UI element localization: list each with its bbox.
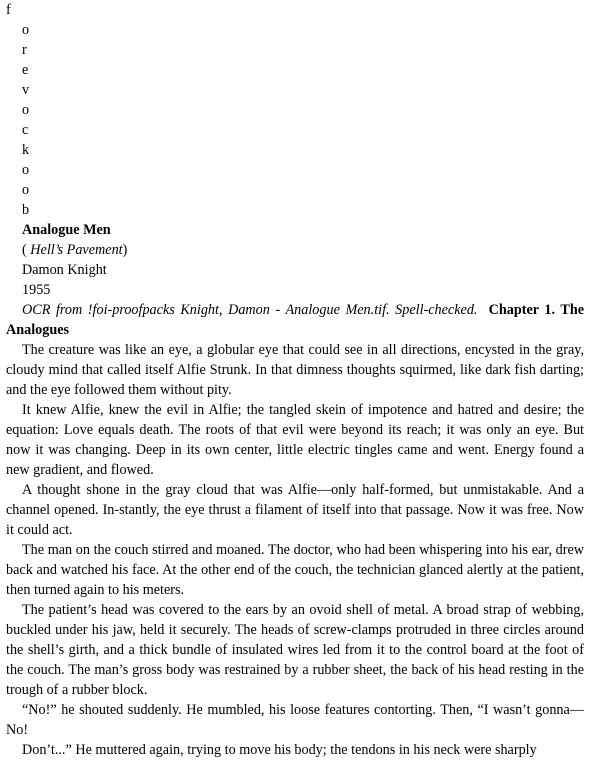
vertical-letter: o: [22, 162, 30, 178]
vertical-letter: e: [22, 62, 29, 78]
ocr-block: [6, 300, 584, 340]
paragraph: The creature was like an eye, a globular eye that could see in all directions, encysted in the gray, cloudy mind that called itself Alfie Strunk. In that dimness thoughts squirmed, like dark fish darting; and the eye followed them without pity.: [6, 342, 584, 398]
alt-title-line: [22, 240, 127, 260]
paragraph: “No!” he shouted suddenly. He mumbled, his loose features contorting. Then, “I wasn’t gonna—No!: [6, 702, 584, 738]
alt-title: Hell’s Pavement: [30, 242, 123, 258]
author-name: Damon Knight: [22, 262, 107, 278]
alt-title-open: (: [22, 242, 31, 258]
vertical-letter: o: [22, 102, 30, 118]
vertical-letter: r: [22, 42, 27, 58]
vertical-letter: b: [22, 202, 30, 218]
vertical-letter: f: [6, 2, 11, 18]
book-title: Analogue Men: [22, 222, 111, 238]
publication-year: 1955: [22, 282, 51, 298]
vertical-letter: k: [22, 142, 30, 158]
chapter-heading: Chapter 1. The Analogues: [6, 302, 585, 338]
alt-title-close: ): [122, 242, 128, 258]
vertical-letter: o: [22, 22, 30, 38]
paragraph: Don’t...” He muttered again, trying to move his body; the tendons in his neck were sharply: [22, 742, 537, 758]
paragraph: It knew Alfie, knew the evil in Alfie; the tangled skein of impotence and hatred and desire; the equation: Love equals death. The roots of that evil were beyond its reach; it was only an eye. But now it was changing. Deep in its own center, little electric tingles came and went. Energy found a new gradient, and flowed.: [6, 402, 584, 478]
vertical-letter: c: [22, 122, 29, 138]
vertical-letter: o: [22, 182, 30, 198]
paragraph: A thought shone in the gray cloud that was Alfie—only half-formed, but unmistakable. And a channel opened. In-stantly, the eye thrust a filament of itself into that passage. Now it was free. Now it could act.: [6, 482, 584, 538]
paragraph: The patient’s head was covered to the ears by an ovoid shell of metal. A broad strap of webbing, buckled under his jaw, held it securely. The heads of screw-clamps protruded in three circles around the shell’s girth, and a thick bundle of insulated wires led from it to the control board at the foot of the couch. The man’s gross body was restrained by a rubber sheet, the back of his head resting in the trough of a rubber block.: [6, 602, 584, 698]
ocr-note: OCR from !foi-proofpacks Knight, Damon - Analogue Men.tif. Spell-checked.: [22, 302, 478, 318]
paragraph: The man on the couch stirred and moaned. The doctor, who had been whispering into his ear, drew back and watched his face. At the other end of the couch, the technician glanced alertly at the patient, then turned again to his meters.: [6, 542, 584, 598]
vertical-letter: v: [22, 82, 30, 98]
